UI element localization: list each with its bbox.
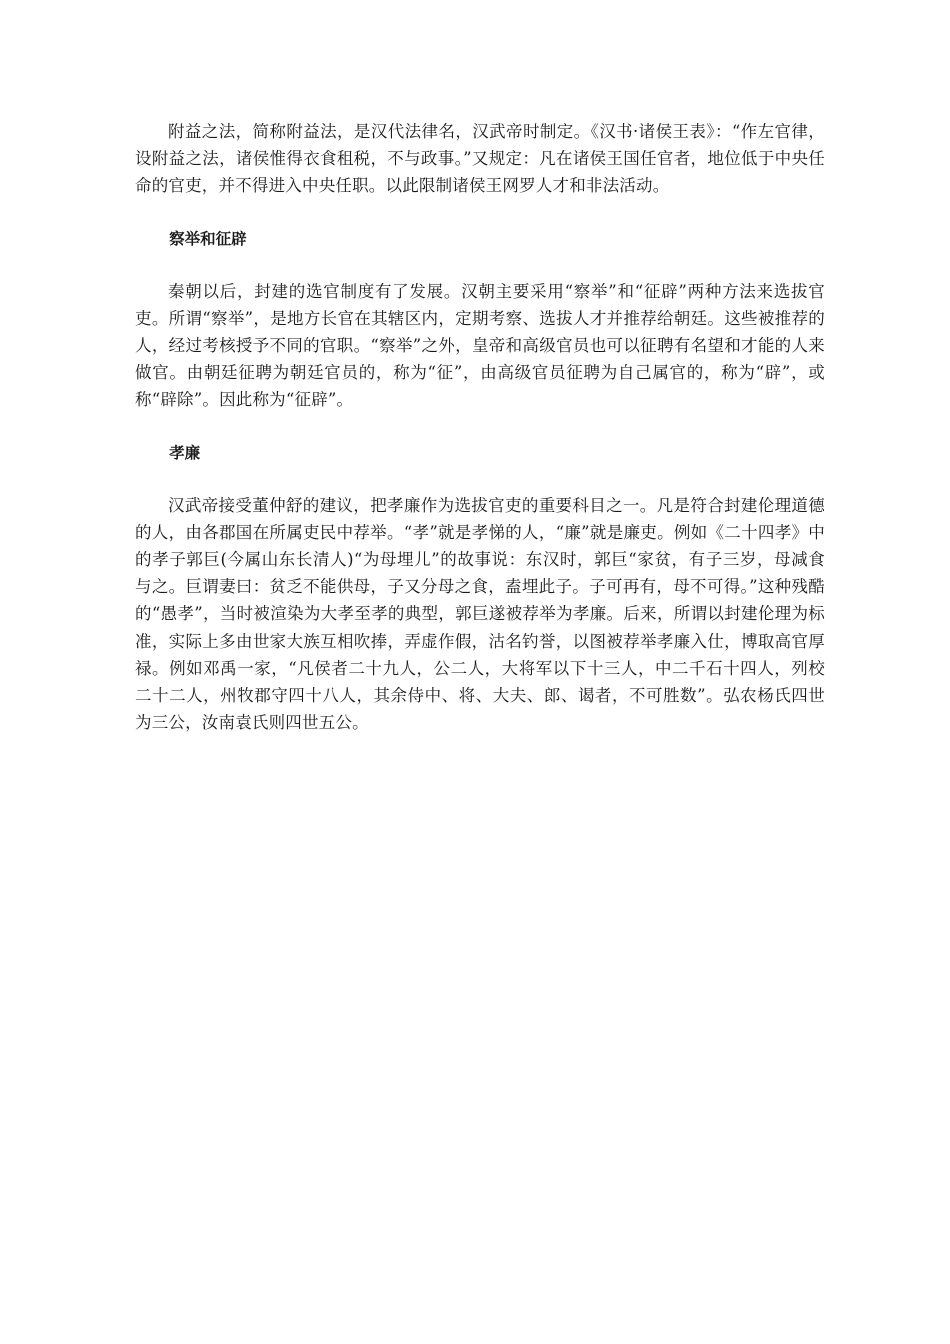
heading-xiaolian: 孝廉 xyxy=(169,443,201,462)
paragraph-xiaolian: 汉武帝接受董仲舒的建议，把孝廉作为选拔官吏的重要科目之一。凡是符合封建伦理道德的人，由各郡国在所属吏民中荐举。“孝”就是孝悌的人，“廉”就是廉吏。例如《二十四孝》中的孝子郭巨(今属山东长清人)“为母埋儿”的故事说：东汉时，郭巨“家贫，有子三岁，母减食与之。巨谓妻曰：贫乏不能供母，子又分母之食，盍埋此子。子可再有，母不可得。”这种残酷的“愚孝”，当时被渲染为大孝至孝的典型，郭巨遂被荐举为孝廉。后来，所谓以封建伦理为标准，实际上多由世家大族互相吹捧，弄虚作假，沽名钓誉，以图被荐举孝廉入仕，博取高官厚禄。例如邓禹一家，“凡侯者二十九人，公二人，大将军以下十三人，中二千石十四人，列校二十二人，州牧郡守四十八人，其余侍中、将、大夫、郎、谒者，不可胜数”。弘农杨氏四世为三公，汝南袁氏则四世五公。 xyxy=(135,495,825,733)
document-page xyxy=(135,118,825,736)
paragraph-chaju-zhengbi: 秦朝以后，封建的选官制度有了发展。汉朝主要采用“察举”和“征辟”两种方法来选拔官吏。所谓“察举”，是地方长官在其辖区内，定期考察、选拔人才并推荐给朝廷。这些被推荐的人，经过考核授予不同的官职。“察举”之外，皇帝和高级官员也可以征聘有名望和才能的人来做官。由朝廷征聘为朝廷官员的，称为“征”，由高级官员征聘为自己属官的，称为“辟”，或称“辟除”。因此称为“征辟”。 xyxy=(135,281,825,410)
paragraph-fuyi-law: 附益之法，简称附益法，是汉代法律名，汉武帝时制定。《汉书·诸侯王表》：“作左官律，设附益之法，诸侯惟得衣食租税，不与政事。”又规定：凡在诸侯王国任官者，地位低于中央任命的官吏，并不得进入中央任职。以此限制诸侯王网罗人才和非法活动。 xyxy=(135,122,825,196)
heading-chaju-zhengbi: 察举和征辟 xyxy=(169,229,247,248)
